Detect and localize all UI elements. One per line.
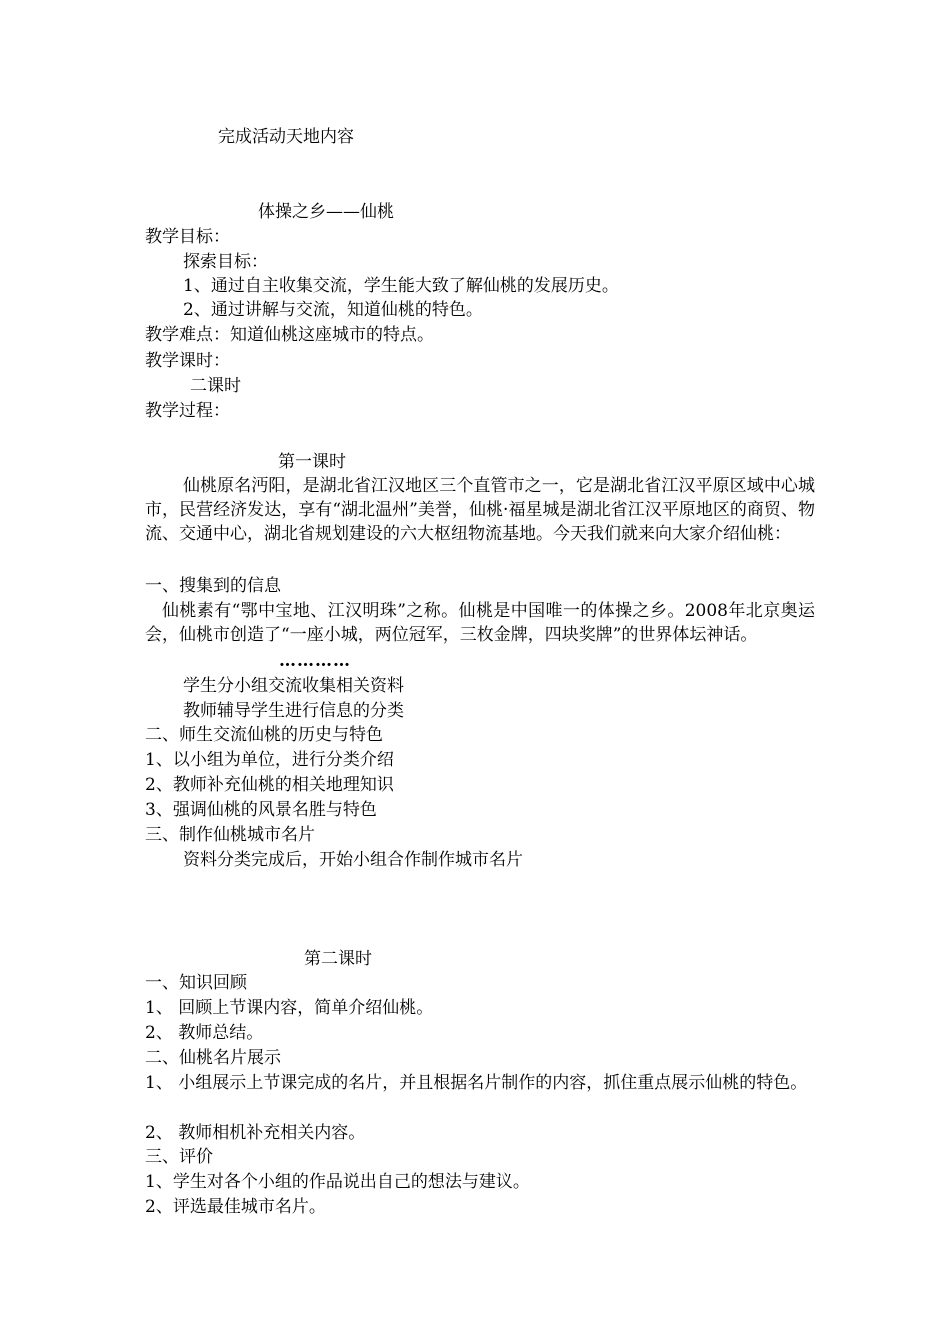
lesson1-section2-item1: 1、以小组为单位，进行分类介绍 [145, 750, 394, 770]
lesson1-section2-item3: 3、强调仙桃的风景名胜与特色 [145, 800, 377, 820]
lesson2-section3-item1: 1、学生对各个小组的作品说出自己的想法与建议。 [145, 1172, 530, 1192]
lesson1-section1-b: 教师辅导学生进行信息的分类 [183, 701, 404, 721]
lesson2-section2-item2: 2、 教师相机补充相关内容。 [145, 1123, 366, 1143]
lesson2-section1-item2: 2、 教师总结。 [145, 1023, 264, 1043]
lesson2-section1-title: 一、知识回顾 [145, 973, 247, 993]
ellipsis: ………… [279, 651, 351, 671]
explore-label: 探索目标： [183, 252, 268, 272]
lesson1-section1-text: 仙桃素有“鄂中宝地、江汉明珠”之称。仙桃是中国唯一的体操之乡。2008年北京奥运会，仙桃市创造了“一座小城，两位冠军，三枚金牌，四块奖牌”的世界体坛神话。 [145, 601, 815, 645]
page-title: 体操之乡——仙桃 [258, 202, 394, 222]
lesson1-intro: 仙桃原名沔阳，是湖北省江汉地区三个直管市之一，它是湖北省江汉平原区域中心城市，民营经济发达，享有“湖北温州”美誉，仙桃·福星城是湖北省江汉平原地区的商贸、物流、交通中心，湖北省规划建设的六大枢纽物流基地。今天我们就来向大家介绍仙桃： [145, 476, 815, 544]
hours-value: 二课时 [190, 376, 241, 396]
lesson2-section2-title: 二、仙桃名片展示 [145, 1048, 281, 1068]
lesson1-section3-text: 资料分类完成后，开始小组合作制作城市名片 [183, 850, 523, 870]
lesson1-section2-item2: 2、教师补充仙桃的相关地理知识 [145, 775, 394, 795]
hours-label: 教学课时： [145, 351, 230, 371]
process-label: 教学过程： [145, 401, 230, 421]
lesson1-section2-title: 二、师生交流仙桃的历史与特色 [145, 725, 383, 745]
goal-item-1: 1、通过自主收集交流，学生能大致了解仙桃的发展历史。 [183, 276, 619, 296]
difficulty-text: 教学难点：知道仙桃这座城市的特点。 [145, 325, 434, 345]
lesson2-section3-title: 三、评价 [145, 1147, 213, 1167]
lesson2-section3-item2: 2、评选最佳城市名片。 [145, 1197, 326, 1217]
goal-item-2: 2、通过讲解与交流，知道仙桃的特色。 [183, 300, 483, 320]
lesson2-section2-item1: 1、 小组展示上节课完成的名片，并且根据名片制作的内容，抓住重点展示仙桃的特色。 [145, 1073, 808, 1093]
lesson2-section1-item1: 1、 回顾上节课内容，简单介绍仙桃。 [145, 998, 434, 1018]
lesson1-section3-title: 三、制作仙桃城市名片 [145, 825, 315, 845]
goals-label: 教学目标： [145, 227, 230, 247]
lesson1-title: 第一课时 [278, 452, 346, 472]
lesson1-section1-title: 一、搜集到的信息 [145, 576, 281, 596]
header-text: 完成活动天地内容 [218, 127, 354, 147]
lesson1-section1-a: 学生分小组交流收集相关资料 [183, 676, 404, 696]
lesson2-title: 第二课时 [304, 949, 372, 969]
